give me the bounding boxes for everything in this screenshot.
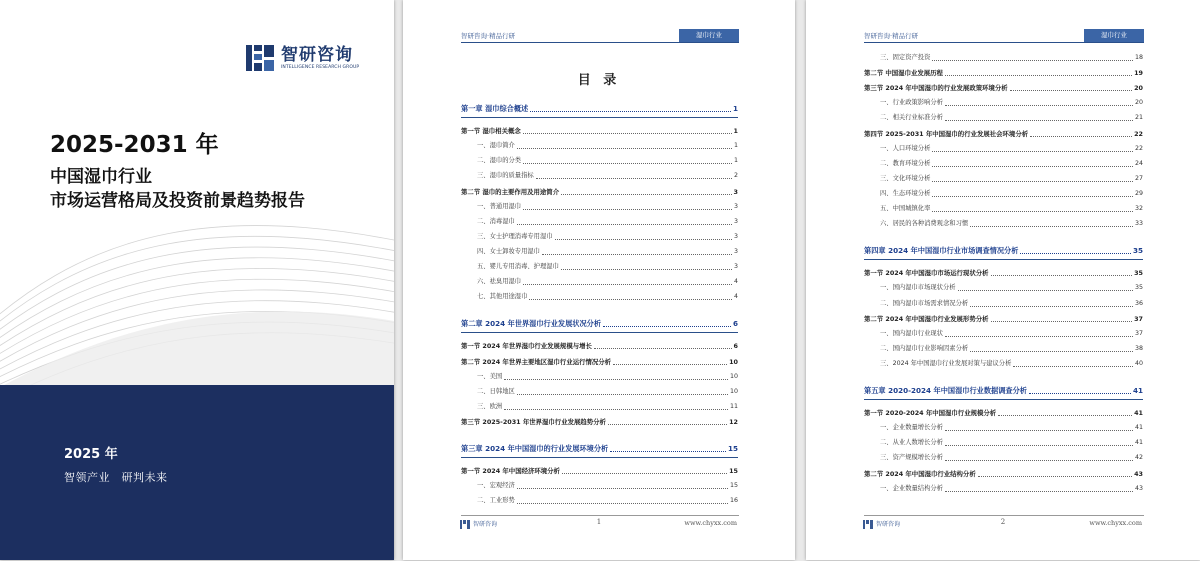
toc-list: [864, 0, 1143, 560]
cover-logo: [244, 42, 359, 74]
toc-entry-text: 第一章 湿巾综合概述: [461, 104, 529, 113]
toc-dot-leader: [555, 239, 732, 240]
toc-entry-text: 二、教育环境分析: [880, 159, 931, 167]
toc-entry-page: 20: [1134, 99, 1143, 107]
toc-entry-text: 七、其他用途湿巾: [477, 293, 528, 301]
toc-entry-text: 三、文化环境分析: [880, 174, 931, 182]
toc-dot-leader: [945, 75, 1132, 76]
footer-page-number: 2: [1000, 518, 1006, 526]
toc-entry-page: 1: [733, 142, 738, 150]
toc-dot-leader: [517, 394, 728, 395]
toc-entry-text: 二、从业人数增长分析: [880, 439, 943, 447]
toc-dot-leader: [958, 290, 1133, 291]
toc-entry-page: 2: [733, 172, 738, 180]
toc-dot-leader: [945, 120, 1133, 121]
toc-entry-page: 15: [729, 482, 738, 490]
toc-entry-text: 一、宏观经济: [477, 482, 515, 490]
toc-subsection-entry[interactable]: [461, 171, 738, 181]
toc-entry-text: 第一节 湿巾相关概念: [461, 127, 521, 136]
toc-entry-text: 二、日韩地区: [477, 387, 515, 395]
toc-dot-leader: [945, 491, 1133, 492]
toc-subsection-entry[interactable]: [461, 496, 738, 506]
toc-dot-leader: [1013, 366, 1133, 367]
toc-entry-page: 19: [1134, 69, 1143, 78]
toc-entry-page: 1: [732, 104, 738, 113]
toc-section-entry[interactable]: [864, 408, 1143, 418]
toc-entry-page: 27: [1134, 174, 1143, 182]
toc-dot-leader: [932, 196, 1133, 197]
toc-dot-leader: [517, 488, 728, 489]
toc-entry-text: 第二节 湿巾的主要作用及用途简介: [461, 187, 560, 196]
toc-subsection-entry[interactable]: [864, 98, 1143, 108]
toc-dot-leader: [562, 473, 727, 474]
toc-subsection-entry[interactable]: [461, 262, 738, 272]
toc-entry-text: 三、欧洲: [477, 402, 503, 410]
toc-entry-page: 4: [733, 278, 738, 286]
toc-entry-page: 11: [729, 402, 738, 410]
toc-entry-text: 二、国内湿巾行业影响因素分析: [880, 344, 969, 352]
toc-entry-page: 43: [1134, 484, 1143, 492]
toc-entry-text: 二、湿巾的分类: [477, 157, 522, 165]
toc-dot-leader: [932, 151, 1133, 152]
cover-title-line-2: 市场运营格局及投资前景趋势报告: [50, 191, 305, 211]
toc-entry-text: 第三节 2025-2031 年世界湿巾行业发展趋势分析: [461, 417, 606, 426]
zhiyan-logo-icon: [244, 42, 276, 74]
toc-dot-leader: [1020, 253, 1131, 254]
toc-subsection-entry[interactable]: [461, 217, 738, 227]
footer-url[interactable]: www.chyxx.com: [1089, 519, 1142, 527]
toc-entry-page: 10: [729, 387, 738, 395]
toc-entry-text: 一、美国: [477, 372, 503, 380]
toc-chapter-entry[interactable]: [461, 444, 738, 454]
toc-subsection-entry[interactable]: [864, 53, 1143, 63]
toc-dot-leader: [978, 476, 1132, 477]
toc-entry-text: 二、工业形势: [477, 497, 515, 505]
header-industry-tab: 湿巾行业: [679, 29, 739, 42]
toc-entry-text: 一、国内湿巾市场现状分析: [880, 284, 956, 292]
toc-subsection-entry[interactable]: [864, 174, 1143, 184]
toc-entry-page: 24: [1134, 159, 1143, 167]
toc-dot-leader: [991, 275, 1133, 276]
toc-entry-text: 一、企业数量增长分析: [880, 424, 943, 432]
toc-entry-text: 一、企业数量结构分析: [880, 484, 943, 492]
toc-entry-page: 3: [733, 202, 738, 210]
cover-title-line-1: 中国湿巾行业: [50, 167, 152, 187]
toc-subsection-entry[interactable]: [461, 372, 738, 382]
toc-entry-page: 29: [1134, 189, 1143, 197]
header-brand: 智研咨询·精品行研: [461, 32, 516, 40]
toc-entry-page: 33: [1134, 220, 1143, 228]
toc-dot-leader: [523, 163, 732, 164]
toc-entry-text: 第二节 中国湿巾业发展历程: [864, 69, 943, 78]
toc-subsection-entry[interactable]: [461, 402, 738, 412]
toc-dot-leader: [608, 424, 727, 425]
toc-dot-leader: [523, 284, 732, 285]
toc-entry-page: 40: [1134, 359, 1143, 367]
toc-section-entry[interactable]: [864, 469, 1143, 479]
toc-entry-text: 第一节 2024 年世界湿巾行业发展规模与增长: [461, 342, 592, 351]
toc-entry-page: 20: [1134, 84, 1143, 93]
toc-dot-leader: [998, 415, 1132, 416]
cover-publish-year: 2025 年: [64, 447, 118, 462]
toc-dot-leader: [613, 364, 727, 365]
toc-entry-page: 15: [727, 444, 738, 453]
toc-subsection-entry[interactable]: [864, 423, 1143, 433]
toc-entry-page: 38: [1134, 344, 1143, 352]
toc-section-entry[interactable]: [461, 126, 738, 136]
toc-entry-text: 六、祛臭用湿巾: [477, 278, 522, 286]
toc-entry-page: 3: [733, 247, 738, 255]
toc-entry-page: 41: [1134, 424, 1143, 432]
toc-entry-text: 第四章 2024 年中国湿巾行业市场调查情况分析: [864, 246, 1019, 256]
toc-entry-page: 3: [733, 263, 738, 270]
toc-entry-text: 第四节 2025-2031 年中国湿巾的行业发展社会环境分析: [864, 129, 1029, 138]
toc-section-entry[interactable]: [461, 341, 738, 351]
toc-entry-page: 10: [729, 372, 738, 380]
toc-entry-text: 二、相关行业标准分析: [880, 114, 943, 122]
toc-page-2: [806, 0, 1200, 560]
toc-entry-text: 三、湿巾的质量指标: [477, 172, 534, 180]
toc-subsection-entry[interactable]: [461, 156, 738, 166]
toc-dot-leader: [970, 306, 1133, 307]
toc-entry-page: 6: [732, 319, 738, 329]
toc-entry-text: 一、普通用湿巾: [477, 202, 522, 210]
toc-entry-text: 一、湿巾简介: [477, 142, 515, 150]
toc-dot-leader: [523, 209, 732, 210]
toc-dot-leader: [610, 451, 726, 452]
cover-bottom-band: [0, 385, 394, 560]
toc-entry-text: 第二节 2024 年世界主要地区湿巾行业运行情况分析: [461, 357, 612, 366]
toc-subsection-entry[interactable]: [864, 113, 1143, 123]
toc-dot-leader: [561, 269, 732, 270]
toc-entry-page: 43: [1134, 469, 1143, 478]
toc-entry-text: 五、婴儿专用消毒、护理湿巾: [477, 263, 559, 270]
toc-dot-leader: [529, 299, 732, 300]
toc-dot-leader: [523, 133, 732, 134]
toc-entry-page: 12: [729, 417, 738, 426]
toc-entry-text: 三、女士护理消毒专用湿巾: [477, 232, 553, 240]
toc-entry-page: 41: [1134, 439, 1143, 447]
footer-rule: [461, 515, 739, 516]
toc-subsection-entry[interactable]: [864, 299, 1143, 309]
toc-chapter-entry[interactable]: [461, 319, 738, 329]
toc-entry-page: 1: [733, 127, 738, 136]
toc-entry-text: 第二节 2024 年中国湿巾行业结构分析: [864, 469, 976, 478]
toc-dot-leader: [1010, 90, 1132, 91]
toc-section-entry[interactable]: [864, 83, 1143, 93]
toc-page-1: [403, 0, 795, 560]
toc-entry-page: 37: [1134, 314, 1143, 323]
toc-subsection-entry[interactable]: [864, 189, 1143, 199]
toc-dot-leader: [542, 254, 732, 255]
toc-list: [461, 0, 738, 560]
toc-entry-page: 41: [1132, 386, 1143, 395]
toc-section-entry[interactable]: [461, 417, 738, 427]
toc-entry-text: 四、生态环境分析: [880, 189, 931, 197]
toc-dot-leader: [603, 326, 731, 327]
toc-dot-leader: [945, 105, 1133, 106]
toc-entry-page: 6: [733, 342, 738, 351]
toc-entry-page: 18: [1134, 54, 1143, 61]
toc-entry-text: 二、国内湿巾市场需求情况分析: [880, 299, 969, 307]
toc-entry-text: 三、2024 年中国湿巾行业发展对策与建议分析: [880, 359, 1012, 367]
toc-entry-page: 22: [1134, 129, 1143, 138]
toc-subsection-entry[interactable]: [864, 484, 1143, 494]
toc-entry-page: 10: [729, 357, 738, 366]
toc-dot-leader: [991, 321, 1133, 322]
toc-entry-page: 35: [1132, 246, 1143, 256]
toc-subsection-entry[interactable]: [864, 204, 1143, 214]
toc-entry-page: 4: [733, 293, 738, 301]
toc-entry-text: 一、国内湿巾行业现状: [880, 329, 943, 337]
toc-entry-page: 3: [733, 187, 738, 196]
toc-dot-leader: [561, 194, 731, 195]
chapter-rule: [461, 457, 738, 458]
logo-name: 智研咨询: [281, 45, 353, 65]
toc-entry-page: 15: [729, 467, 738, 476]
toc-section-entry[interactable]: [461, 187, 738, 197]
cover-slogan: 智领产业 研判未来: [64, 471, 168, 484]
toc-dot-leader: [517, 148, 732, 149]
footer-url[interactable]: www.chyxx.com: [684, 519, 737, 527]
toc-subsection-entry[interactable]: [461, 202, 738, 212]
toc-dot-leader: [1029, 393, 1131, 394]
toc-entry-text: 一、人口环境分析: [880, 144, 931, 152]
toc-entry-text: 第二章 2024 年世界湿巾行业发展状况分析: [461, 319, 602, 329]
toc-dot-leader: [945, 336, 1133, 337]
toc-chapter-entry[interactable]: [864, 246, 1143, 256]
toc-subsection-entry[interactable]: [864, 283, 1143, 293]
chapter-rule: [461, 332, 738, 333]
toc-dot-leader: [517, 503, 728, 504]
toc-entry-page: 3: [733, 217, 738, 225]
toc-entry-text: 三、固定资产投资: [880, 54, 931, 61]
toc-entry-text: 第一节 2024 年中国湿巾市场运行现状分析: [864, 269, 989, 278]
toc-dot-leader: [932, 60, 1133, 61]
toc-dot-leader: [530, 111, 731, 112]
toc-dot-leader: [536, 178, 732, 179]
toc-entry-page: 35: [1134, 269, 1143, 278]
toc-entry-text: 第三章 2024 年中国湿巾的行业发展环境分析: [461, 444, 609, 453]
toc-subsection-entry[interactable]: [864, 453, 1143, 463]
footer-page-number: 1: [596, 518, 602, 526]
toc-entry-page: 32: [1134, 205, 1143, 212]
chapter-rule: [864, 399, 1143, 400]
toc-subsection-entry[interactable]: [461, 232, 738, 242]
header-industry-tab: 湿巾行业: [1084, 29, 1144, 42]
toc-dot-leader: [504, 379, 728, 380]
toc-entry-text: 六、居民的各种消费观念和习惯: [880, 220, 969, 228]
toc-subsection-entry[interactable]: [864, 329, 1143, 339]
toc-dot-leader: [1030, 136, 1132, 137]
toc-section-entry[interactable]: [864, 268, 1143, 278]
toc-dot-leader: [945, 430, 1133, 431]
toc-entry-text: 第五章 2020-2024 年中国湿巾行业数据调查分析: [864, 386, 1027, 395]
toc-dot-leader: [594, 348, 732, 349]
toc-entry-text: 五、中国城镇化率: [880, 205, 931, 212]
footer-brand: 智研咨询: [876, 521, 901, 528]
toc-entry-text: 第一节 2024 年中国经济环境分析: [461, 467, 560, 476]
toc-dot-leader: [932, 211, 1133, 212]
toc-entry-page: 21: [1134, 114, 1143, 122]
toc-section-entry[interactable]: [461, 357, 738, 367]
toc-dot-leader: [932, 181, 1133, 182]
toc-subsection-entry[interactable]: [461, 481, 738, 491]
toc-section-entry[interactable]: [864, 129, 1143, 139]
toc-section-entry[interactable]: [864, 68, 1143, 78]
toc-subsection-entry[interactable]: [461, 387, 738, 397]
toc-subsection-entry[interactable]: [864, 438, 1143, 448]
cover-year-range: 2025-2031 年: [50, 132, 219, 158]
toc-chapter-entry[interactable]: [864, 386, 1143, 396]
toc-dot-leader: [945, 445, 1133, 446]
toc-dot-leader: [970, 351, 1133, 352]
toc-dot-leader: [517, 224, 732, 225]
toc-entry-text: 三、资产规模增长分析: [880, 454, 943, 462]
toc-entry-page: 22: [1134, 144, 1143, 152]
toc-subsection-entry[interactable]: [461, 247, 738, 257]
footer-rule: [864, 515, 1144, 516]
chapter-rule: [864, 259, 1143, 260]
toc-entry-text: 一、行业政策影响分析: [880, 99, 943, 107]
toc-entry-text: 四、女士卸妆专用湿巾: [477, 247, 540, 255]
report-cover-page: [0, 0, 394, 560]
toc-entry-text: 二、消毒湿巾: [477, 217, 515, 225]
toc-subsection-entry[interactable]: [864, 219, 1143, 229]
toc-entry-text: 第三节 2024 年中国湿巾的行业发展政策环境分析: [864, 84, 1008, 93]
toc-dot-leader: [932, 166, 1133, 167]
toc-entry-page: 35: [1134, 284, 1143, 292]
toc-subsection-entry[interactable]: [864, 144, 1143, 154]
toc-title: 目 录: [577, 73, 621, 88]
toc-entry-page: 16: [729, 497, 738, 505]
toc-subsection-entry[interactable]: [461, 277, 738, 287]
toc-dot-leader: [945, 460, 1133, 461]
toc-chapter-entry[interactable]: [461, 104, 738, 114]
toc-entry-page: 36: [1134, 299, 1143, 307]
toc-entry-page: 1: [733, 157, 738, 165]
footer-brand: 智研咨询: [473, 521, 498, 528]
toc-subsection-entry[interactable]: [864, 344, 1143, 354]
toc-entry-page: 41: [1134, 409, 1143, 418]
toc-entry-page: 42: [1134, 454, 1143, 462]
toc-subsection-entry[interactable]: [461, 292, 738, 302]
logo-english-name: INTELLIGENCE RESEARCH GROUP: [281, 65, 360, 70]
toc-subsection-entry[interactable]: [864, 159, 1143, 169]
toc-entry-page: 37: [1134, 329, 1143, 337]
chapter-rule: [461, 117, 738, 118]
toc-entry-text: 第二节 2024 年中国湿巾行业发展形势分析: [864, 314, 989, 323]
header-brand: 智研咨询·精品行研: [864, 32, 919, 40]
toc-section-entry[interactable]: [864, 314, 1143, 324]
toc-subsection-entry[interactable]: [461, 141, 738, 151]
toc-dot-leader: [970, 226, 1133, 227]
toc-section-entry[interactable]: [461, 466, 738, 476]
toc-entry-page: 3: [733, 232, 738, 240]
toc-dot-leader: [504, 409, 728, 410]
toc-subsection-entry[interactable]: [864, 359, 1143, 369]
toc-entry-text: 第一节 2020-2024 年中国湿巾行业规模分析: [864, 409, 997, 418]
